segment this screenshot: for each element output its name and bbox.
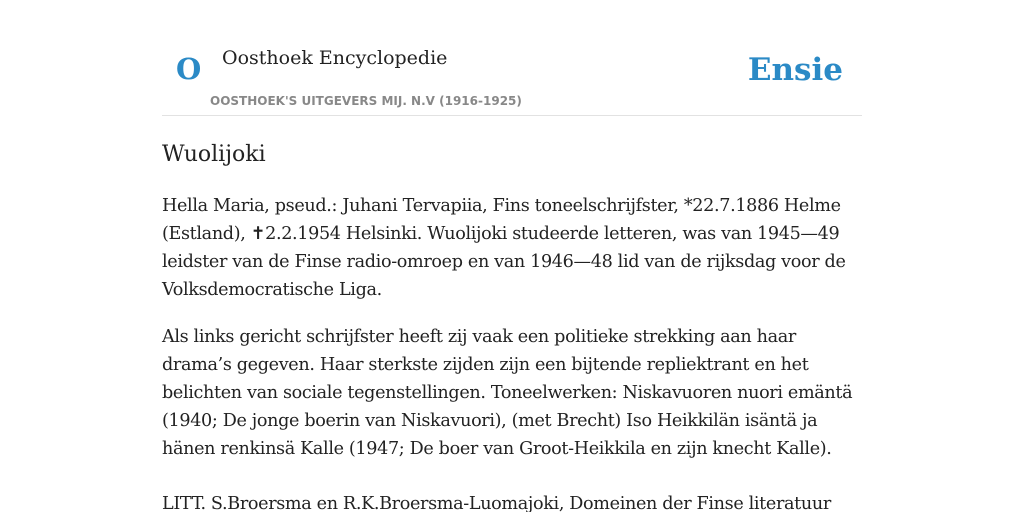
site-header (162, 0, 862, 116)
literature-paragraph: LITT. S.Broersma en R.K.Broersma-Luomajoki, Domeinen der Finse literatuur (162, 494, 831, 512)
article-title: Wuolijoki (162, 142, 266, 167)
ensie-brand-link[interactable]: Ensie (747, 52, 843, 88)
article (162, 140, 862, 512)
article-paragraph: Als links gericht schrijfster heeft zij vaak een politieke strekking aan haar drama’s gegeven. Haar sterkste zijden zijn een bijtende repliektrant en het belichten van sociale tegenstellingen. Toneelwerken: Niskavuoren nuori emäntä (1940; De jonge boerin van Niskavuori), (met Brecht) Iso Heikkilän isäntä ja hänen renkinsä Kalle (1947; De boer van Groot-Heikkila en zijn knecht Kalle). (162, 327, 853, 459)
article-paragraph: Hella Maria, pseud.: Juhani Tervapiia, Fins toneelschrijfster, *22.7.1886 Helme (Estland), ✝2.2.1954 Helsinki. Wuolijoki studeerde letteren, was van 1945—49 leidster van de Finse radio-omroep en van 1946—48 lid van de rijksdag voor de Volksdemocratische Liga. (162, 196, 846, 300)
site-logo-link[interactable]: O (176, 52, 202, 86)
publisher-label: OOSTHOEK'S UITGEVERS MIJ. N.V (1916-1925) (210, 94, 522, 108)
site-title-link[interactable]: Oosthoek Encyclopedie (222, 47, 448, 69)
